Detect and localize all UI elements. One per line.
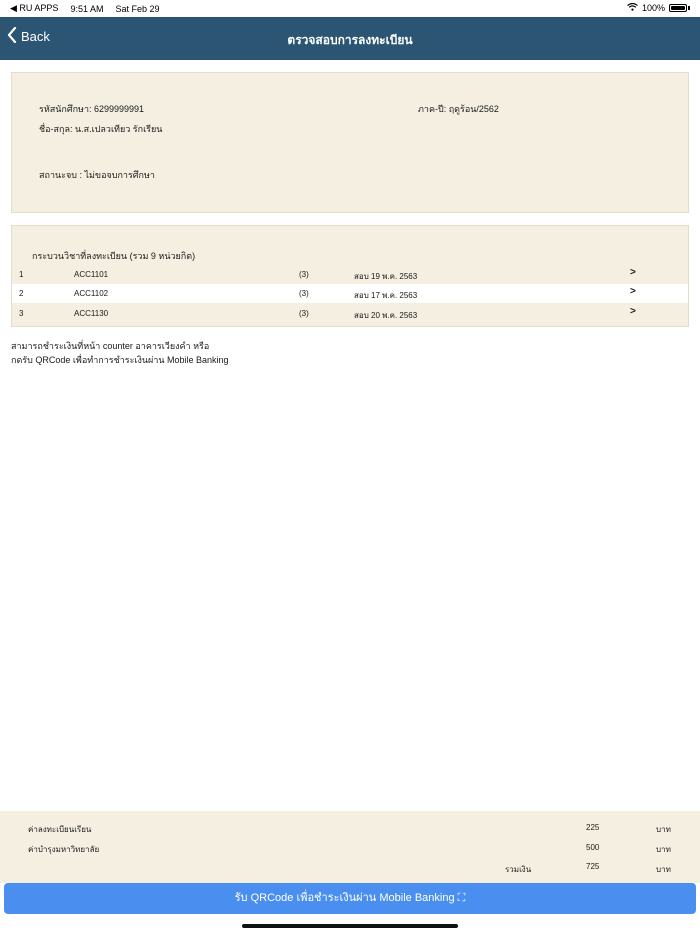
exam-date: สอบ 17 พ.ค. 2563 — [354, 291, 418, 300]
course-row[interactable] — [12, 284, 688, 303]
fee-unit: บาท — [656, 825, 671, 834]
fee-amount: 225 — [586, 823, 600, 832]
carrier-label: ◀ RU APPS — [10, 3, 59, 13]
exam-date: สอบ 19 พ.ค. 2563 — [354, 272, 418, 281]
payment-note — [11, 339, 229, 367]
course-code: ACC1102 — [74, 289, 109, 298]
graduation-status: สถานะจบ : ไม่ขอจบการศึกษา — [39, 170, 155, 180]
course-number: 2 — [19, 289, 24, 298]
fee-amount: 500 — [586, 843, 600, 852]
battery-tip — [688, 6, 690, 10]
battery-icon — [669, 4, 687, 12]
course-number: 1 — [19, 270, 24, 279]
fee-summary — [0, 811, 700, 883]
total-amount: 725 — [586, 862, 600, 871]
total-label: รวมเงิน — [505, 865, 532, 874]
courses-header: กระบวนวิชาที่ลงทะเบียน (รวม 9 หน่วยกิต) — [32, 251, 196, 261]
clock: 9:51 AM — [70, 3, 104, 14]
chevron-right-icon: > — [630, 267, 636, 278]
navigation-bar — [0, 17, 700, 60]
payment-note-line: กดรับ QRCode เพื่อทำการชำระเงินผ่าน Mobile Banking — [11, 355, 229, 365]
total-unit: บาท — [656, 865, 671, 874]
course-row[interactable] — [12, 304, 688, 323]
chevron-right-icon: > — [630, 306, 636, 317]
course-code: ACC1101 — [74, 270, 109, 279]
page-title: ตรวจสอบการลงทะเบียน — [287, 33, 413, 47]
course-credit: (3) — [299, 309, 309, 318]
date-label: Sat Feb 29 — [115, 3, 160, 14]
get-qrcode-button[interactable]: รับ QRCode เพื่อชำระเงินผ่าน Mobile Banking ⛶ — [4, 883, 696, 914]
fee-label: ค่าลงทะเบียนเรียน — [28, 825, 92, 834]
course-row[interactable] — [12, 265, 688, 284]
wifi-icon — [627, 3, 638, 13]
course-number: 3 — [19, 309, 24, 318]
student-name: ชื่อ-สกุล: น.ส.เปลวเทียว รักเรียน — [39, 124, 163, 134]
fee-label: ค่าบำรุงมหาวิทยาลัย — [28, 845, 100, 854]
term-year: ภาค-ปี: ฤดูร้อน/2562 — [418, 104, 499, 114]
course-credit: (3) — [299, 289, 309, 298]
home-indicator — [242, 924, 458, 928]
exam-date: สอบ 20 พ.ค. 2563 — [354, 311, 418, 320]
payment-note-line: สามารถชำระเงินที่หน้า counter อาคารเวียงคำ หรือ — [11, 341, 210, 351]
student-id: รหัสนักศึกษา: 6299999991 — [39, 104, 145, 114]
course-credit: (3) — [299, 270, 309, 279]
student-info-card — [11, 72, 689, 213]
fee-unit: บาท — [656, 845, 671, 854]
back-label: Back — [21, 29, 50, 44]
chevron-right-icon: > — [630, 286, 636, 297]
status-bar — [0, 0, 700, 17]
course-code: ACC1130 — [74, 309, 109, 318]
registered-courses-card — [11, 225, 689, 327]
battery-percent: 100% — [641, 3, 665, 13]
